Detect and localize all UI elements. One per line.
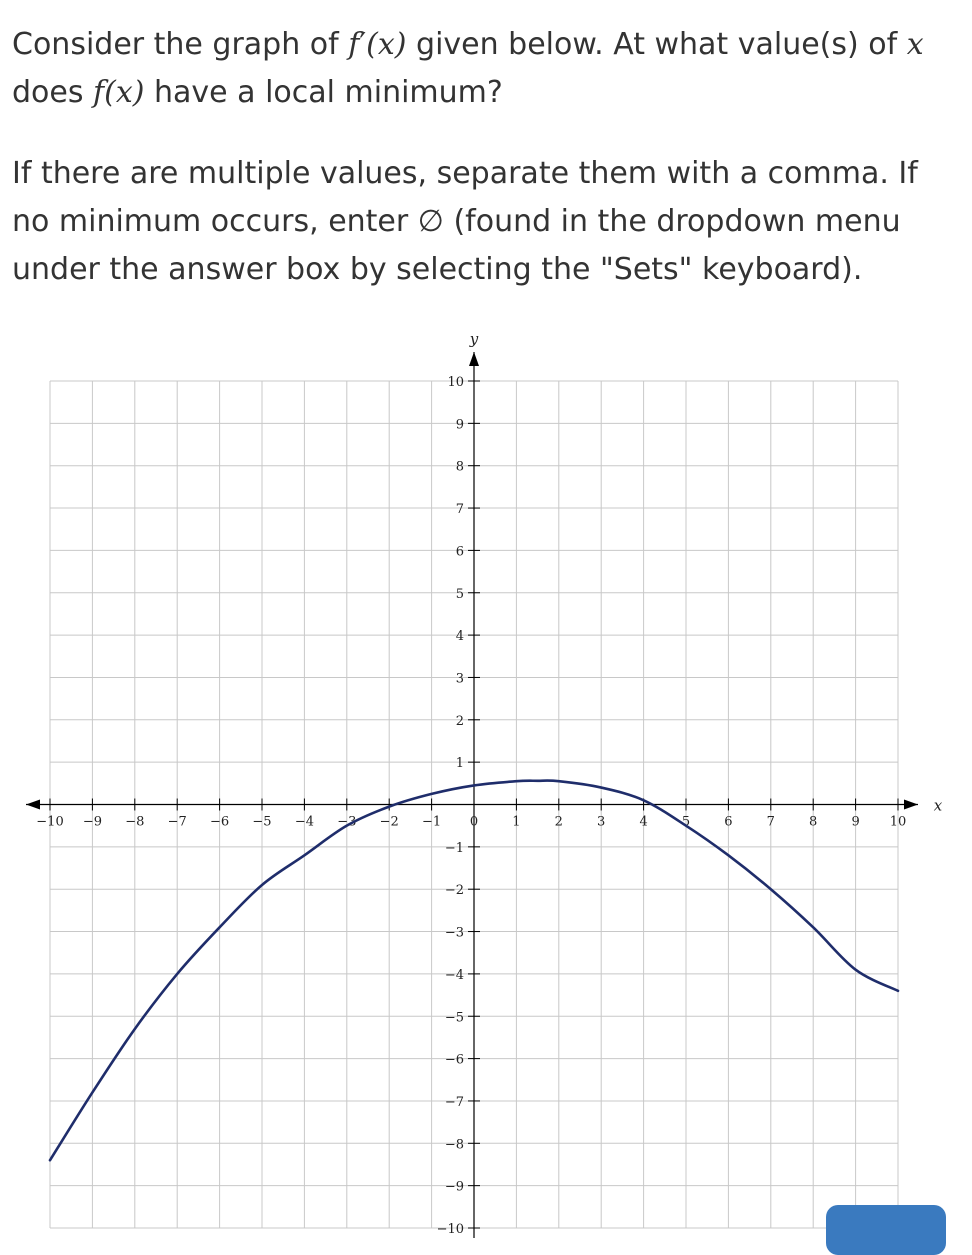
x-tick-label: −2: [379, 814, 399, 830]
y-tick-label: 8: [455, 459, 464, 475]
y-tick-label: 6: [455, 544, 464, 560]
x-tick-label: 6: [724, 814, 733, 830]
x-tick-label: −5: [252, 814, 272, 830]
x-axis-arrow-left: [26, 800, 40, 810]
x-tick-label: 10: [889, 814, 907, 830]
y-tick-label: 5: [455, 586, 464, 602]
question-text: Consider the graph of: [12, 27, 349, 62]
math-prime: ′: [359, 27, 367, 62]
y-tick-label: −8: [444, 1137, 464, 1153]
x-tick-label: −10: [36, 814, 64, 830]
y-tick-label: −9: [444, 1179, 464, 1195]
question-paragraph-2: [12, 150, 957, 294]
y-tick-label: 7: [455, 502, 464, 518]
instructions-text: If there are multiple values, separate them with a comma. If no minimum occurs, enter: [12, 156, 918, 239]
question-text: given below. At what value(s) of: [406, 27, 907, 62]
question-text: have a local minimum?: [144, 75, 503, 110]
y-tick-label: −10: [436, 1222, 464, 1237]
x-tick-label: −1: [422, 814, 442, 830]
math-f: f: [348, 27, 360, 62]
y-axis-label: y: [469, 330, 479, 348]
question-text: does: [12, 75, 94, 110]
x-tick-label: 3: [597, 814, 606, 830]
empty-set-symbol: ∅: [417, 204, 444, 239]
question-paragraph-1: [12, 21, 957, 117]
x-tick-label: −8: [125, 814, 145, 830]
x-tick-label: 0: [469, 814, 479, 830]
y-tick-label: 3: [455, 671, 464, 687]
y-tick-label: −2: [444, 883, 464, 899]
x-tick-label: 7: [766, 814, 775, 830]
y-tick-label: 9: [455, 417, 464, 433]
instructions-text: (found in the dropdown menu under the answer box by selecting the "Sets" keyboard).: [12, 204, 901, 287]
math-of-x: (x): [366, 27, 407, 62]
x-tick-label: −9: [82, 814, 102, 830]
y-tick-label: 1: [455, 756, 464, 772]
axes: [26, 352, 918, 1238]
y-tick-label: −4: [444, 967, 464, 983]
x-tick-label: 5: [681, 814, 691, 830]
y-tick-label: −6: [444, 1052, 464, 1068]
x-tick-label: 2: [554, 814, 563, 830]
x-tick-label: 9: [851, 814, 860, 830]
x-tick-label: −3: [337, 814, 357, 830]
derivative-graph: [0, 320, 972, 1238]
x-tick-label: 1: [512, 814, 521, 830]
y-axis-arrow-up: [469, 352, 479, 366]
x-tick-label: 8: [809, 814, 818, 830]
math-x: x: [906, 27, 924, 62]
x-tick-label: 4: [639, 814, 648, 830]
y-tick-label: −1: [444, 840, 464, 856]
math-f: f: [93, 75, 105, 110]
y-tick-label: −3: [444, 925, 464, 941]
y-tick-label: −5: [444, 1010, 464, 1026]
submit-button[interactable]: [826, 1205, 946, 1255]
x-tick-label: −4: [294, 814, 314, 830]
x-tick-label: −6: [210, 814, 230, 830]
x-axis-arrow-right: [904, 800, 918, 810]
y-tick-label: 4: [455, 629, 464, 645]
x-tick-label: −7: [167, 814, 187, 830]
x-axis-label: x: [933, 796, 943, 815]
y-tick-label: 2: [455, 713, 464, 729]
y-tick-label: −7: [444, 1094, 464, 1110]
math-of-x: (x): [104, 75, 145, 110]
y-tick-label: 10: [447, 375, 464, 390]
